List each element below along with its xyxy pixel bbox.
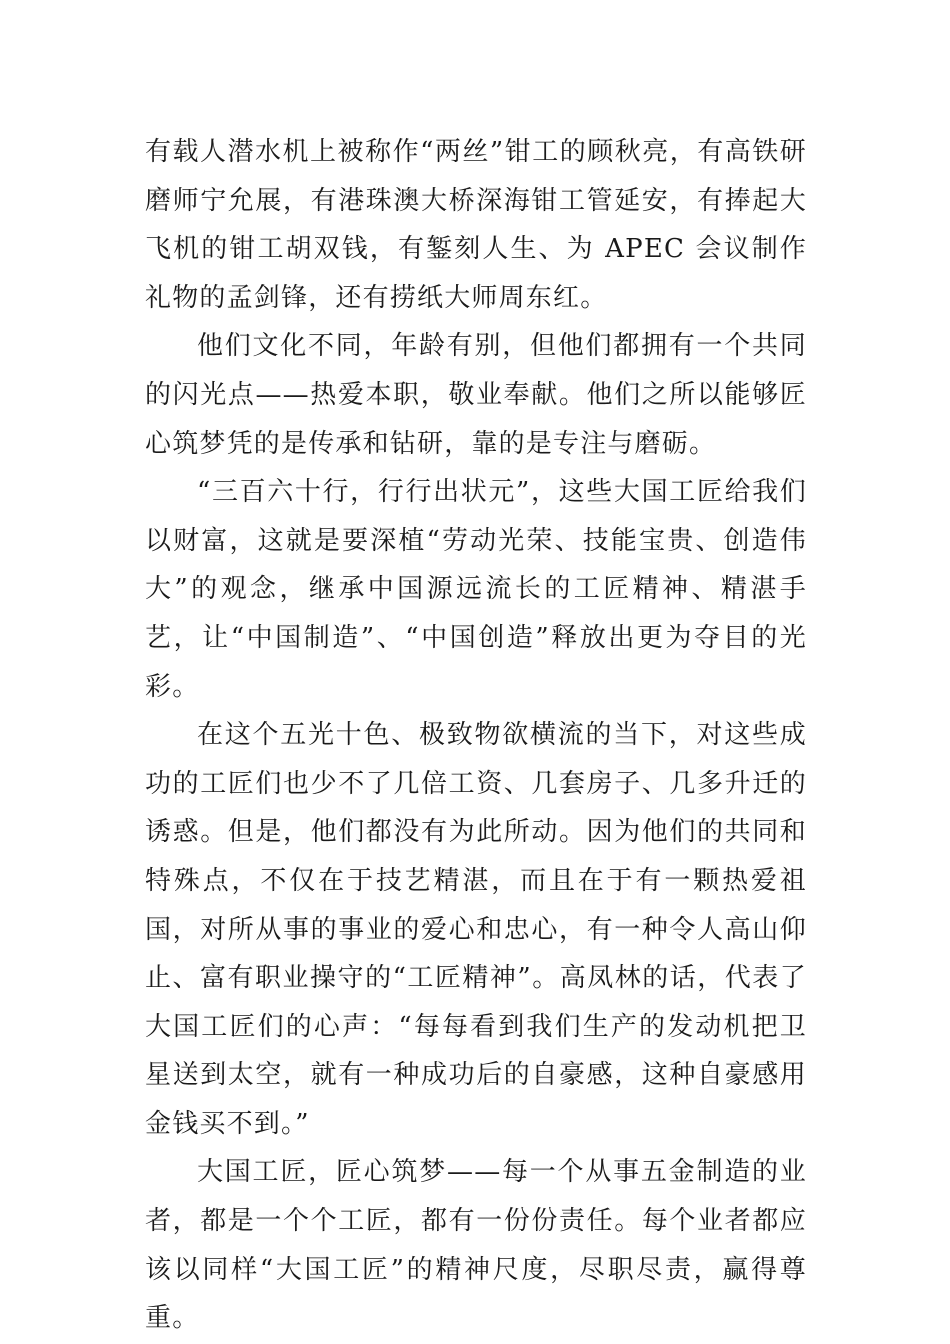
paragraph-2: 他们文化不同，年龄有别，但他们都拥有一个共同的闪光点——热爱本职，敬业奉献。他们之所以能够匠心筑梦凭的是传承和钻研，靠的是专注与磨砺。	[145, 331, 807, 459]
paragraph-5: 大国工匠，匠心筑梦——每一个从事五金制造的业者，都是一个个工匠，都有一份份责任。每个业者都应该以同样“大国工匠”的精神尺度，尽职尽责，赢得尊重。	[145, 1157, 807, 1334]
paragraph-3: “三百六十行，行行出状元”，这些大国工匠给我们以财富，这就是要深植“劳动光荣、技能宝贵、创造伟大”的观念，继承中国源远流长的工匠精神、精湛手艺，让“中国制造”、“中国创造”释放出更为夺目的光彩。	[145, 477, 807, 702]
paragraph-1: 有载人潜水机上被称作“两丝”钳工的顾秋亮，有高铁研磨师宁允展，有港珠澳大桥深海钳工管延安，有捧起大飞机的钳工胡双钱，有錾刻人生、为 APEC 会议制作礼物的孟剑锋，还有捞纸大师周东红。	[145, 137, 807, 313]
document-body	[145, 128, 807, 1343]
paragraph-4: 在这个五光十色、极致物欲横流的当下，对这些成功的工匠们也少不了几倍工资、几套房子、几多升迁的诱惑。但是，他们都没有为此所动。因为他们的共同和特殊点，不仅在于技艺精湛，而且在于有一颗热爱祖国，对所从事的事业的爱心和忠心，有一种令人高山仰止、富有职业操守的“工匠精神”。高凤林的话，代表了大国工匠们的心声：“每每看到我们生产的发动机把卫星送到太空，就有一种成功后的自豪感，这种自豪感用金钱买不到。”	[145, 720, 807, 1139]
